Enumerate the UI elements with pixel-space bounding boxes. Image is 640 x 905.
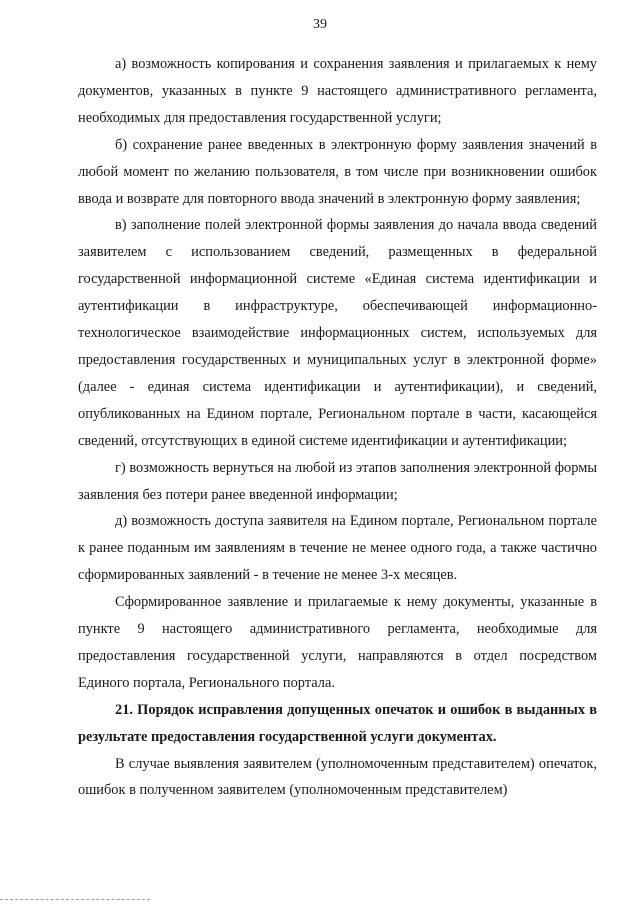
paragraph-g: г) возможность вернуться на любой из этапов заполнения электронной формы заявления без потери ранее введенной информации; <box>78 459 597 503</box>
paragraph-b: б) сохранение ранее введенных в электронную форму заявления значений в любой момент по желанию пользователя, в том числе при возникновении ошибок ввода и возврате для повторного ввода значений в электронную форму заявления; <box>78 136 597 207</box>
page-number: 39 <box>313 17 327 32</box>
paragraph-errors-detected: В случае выявления заявителем (уполномоченным представителем) опечаток, ошибок в полученном заявителем (уполномоченным представителем) <box>78 755 597 799</box>
bottom-scan-line <box>0 899 150 900</box>
paragraph-v: в) заполнение полей электронной формы заявления до начала ввода сведений заявителем с использованием сведений, размещенных в федеральной государственной информационной системе «Единая система идентификации и аутентификации в инфраструктуре, обеспечивающей информационно-технологическое взаимодействие информационных систем, используемых для предоставления государственных и муниципальных услуг в электронной форме» (далее - единая система идентификации и аутентификации), и сведений, опубликованных на Едином портале, Региональном портале в части, касающейся сведений, отсутствующих в единой системе идентификации и аутентификации; <box>78 217 597 449</box>
section-heading-21: 21. Порядок исправления допущенных опечаток и ошибок в выданных в результате предоставления государственной услуги документах. <box>78 701 597 745</box>
paragraph-d: д) возможность доступа заявителя на Едином портале, Региональном портале к ранее поданным им заявлениям в течение не менее одного года, а также частично сформированных заявлений - в течение не менее 3-х месяцев. <box>78 513 597 584</box>
paragraph-formed-application: Сформированное заявление и прилагаемые к нему документы, указанные в пункте 9 настоящего административного регламента, необходимые для предоставления государственной услуги, направляются в отдел посредством Единого портала, Регионального портала. <box>78 594 597 691</box>
paragraph-a: а) возможность копирования и сохранения заявления и прилагаемых к нему документов, указанных в пункте 9 настоящего административного регламента, необходимых для предоставления государственной услуги; <box>78 56 597 126</box>
page-body <box>78 51 597 804</box>
